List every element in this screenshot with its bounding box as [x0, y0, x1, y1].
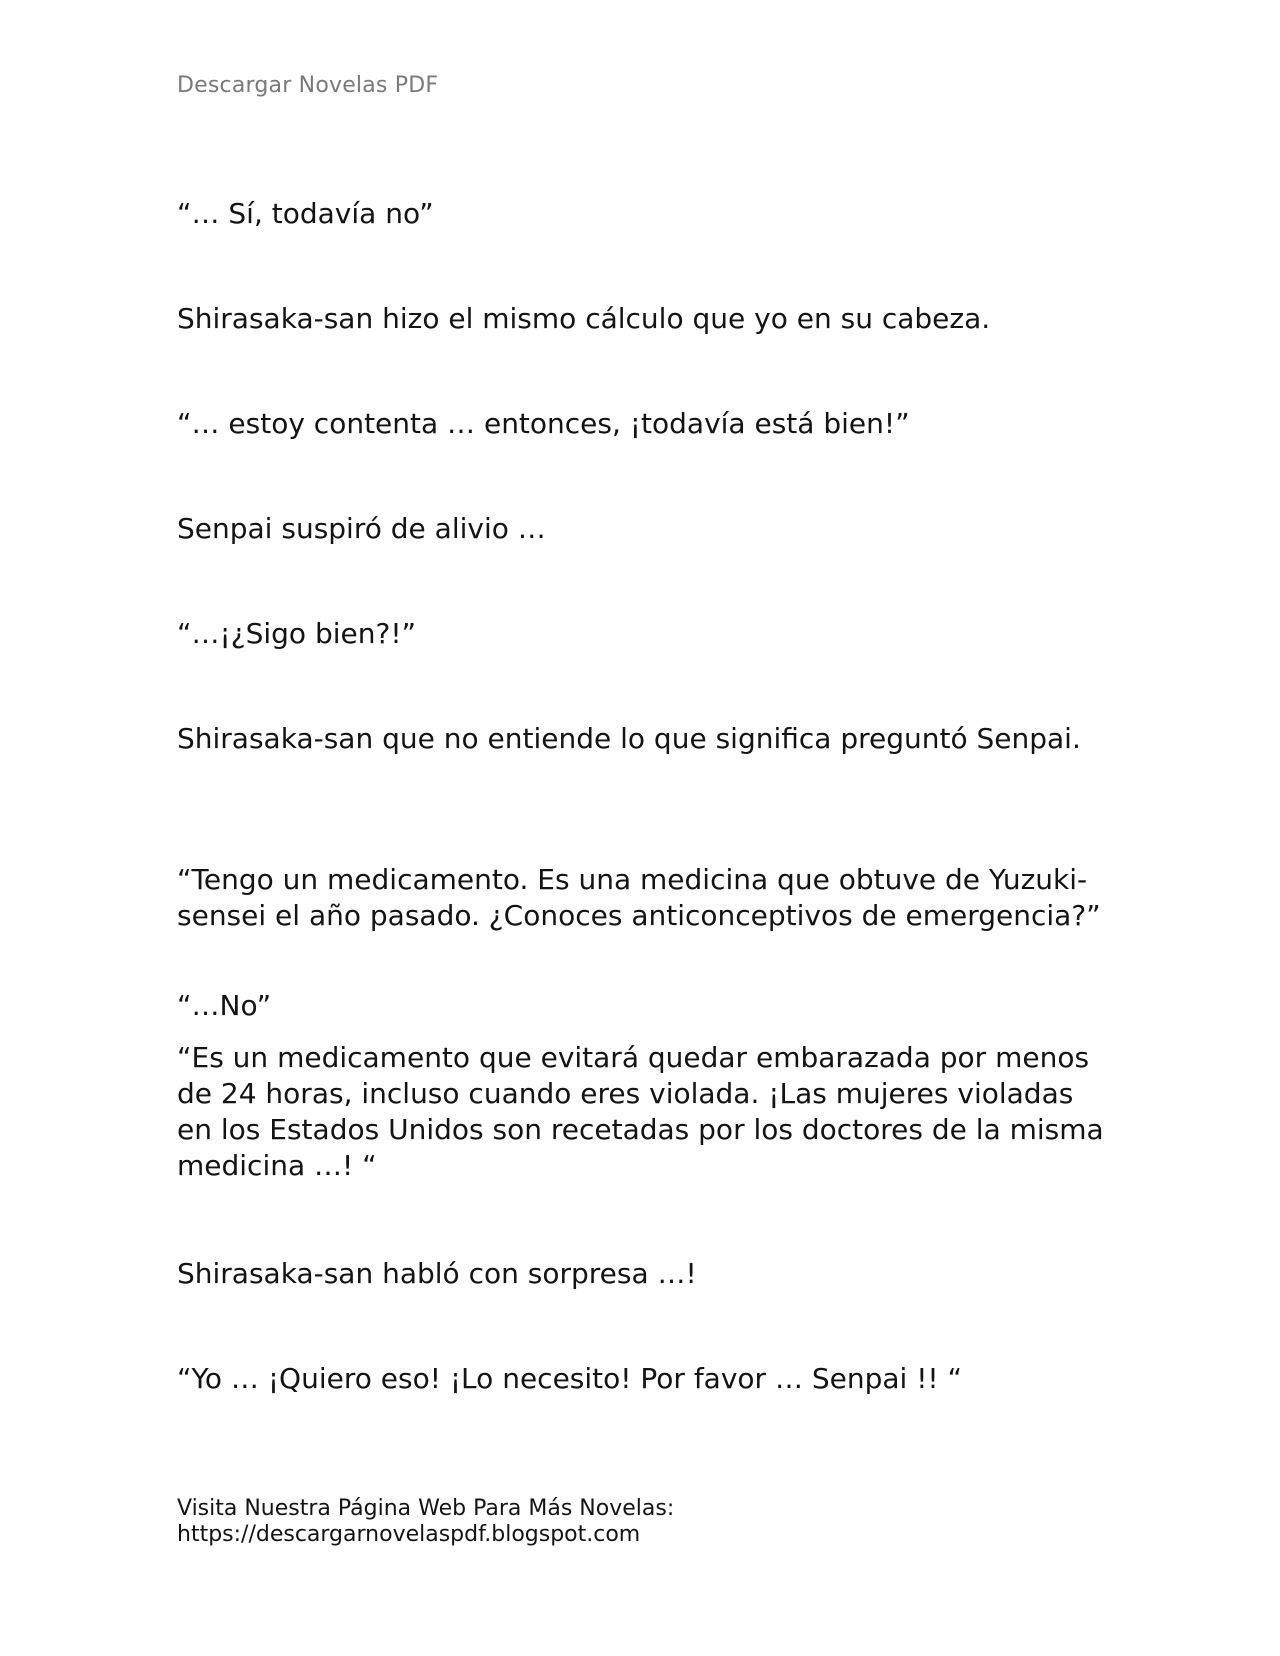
- paragraph-8: “…No”: [177, 989, 272, 1022]
- paragraph-7: “Tengo un medicamento. Es una medicina que obtuve de Yuzuki-sensei el año pasado. ¿Conoces anticonceptivos de emergencia?”: [177, 863, 1101, 932]
- page-footer: [177, 1496, 674, 1548]
- page-header: Descargar Novelas PDF: [177, 73, 439, 98]
- paragraph-11: “Yo … ¡Quiero eso! ¡Lo necesito! Por favor … Senpai !! “: [177, 1362, 963, 1395]
- paragraph-10: Shirasaka-san habló con sorpresa …!: [177, 1257, 697, 1290]
- paragraph-9: “Es un medicamento que evitará quedar embarazada por menos de 24 horas, incluso cuando eres violada. ¡Las mujeres violadas en los Estados Unidos son recetadas por los doctores de la misma medicina …! “: [177, 1041, 1104, 1182]
- paragraph-6: Shirasaka-san que no entiende lo que significa preguntó Senpai.: [177, 722, 1081, 755]
- footer-text: Visita Nuestra Página Web Para Más Novelas:: [177, 1496, 675, 1521]
- footer-url: https://descargarnovelaspdf.blogspot.com: [177, 1522, 641, 1547]
- paragraph-2: Shirasaka-san hizo el mismo cálculo que yo en su cabeza.: [177, 302, 991, 335]
- paragraph-5: “…¡¿Sigo bien?!”: [177, 617, 417, 650]
- paragraph-3: “… estoy contenta … entonces, ¡todavía está bien!”: [177, 407, 910, 440]
- paragraph-4: Senpai suspiró de alivio …: [177, 512, 546, 545]
- paragraph-1: “… Sí, todavía no”: [177, 197, 434, 230]
